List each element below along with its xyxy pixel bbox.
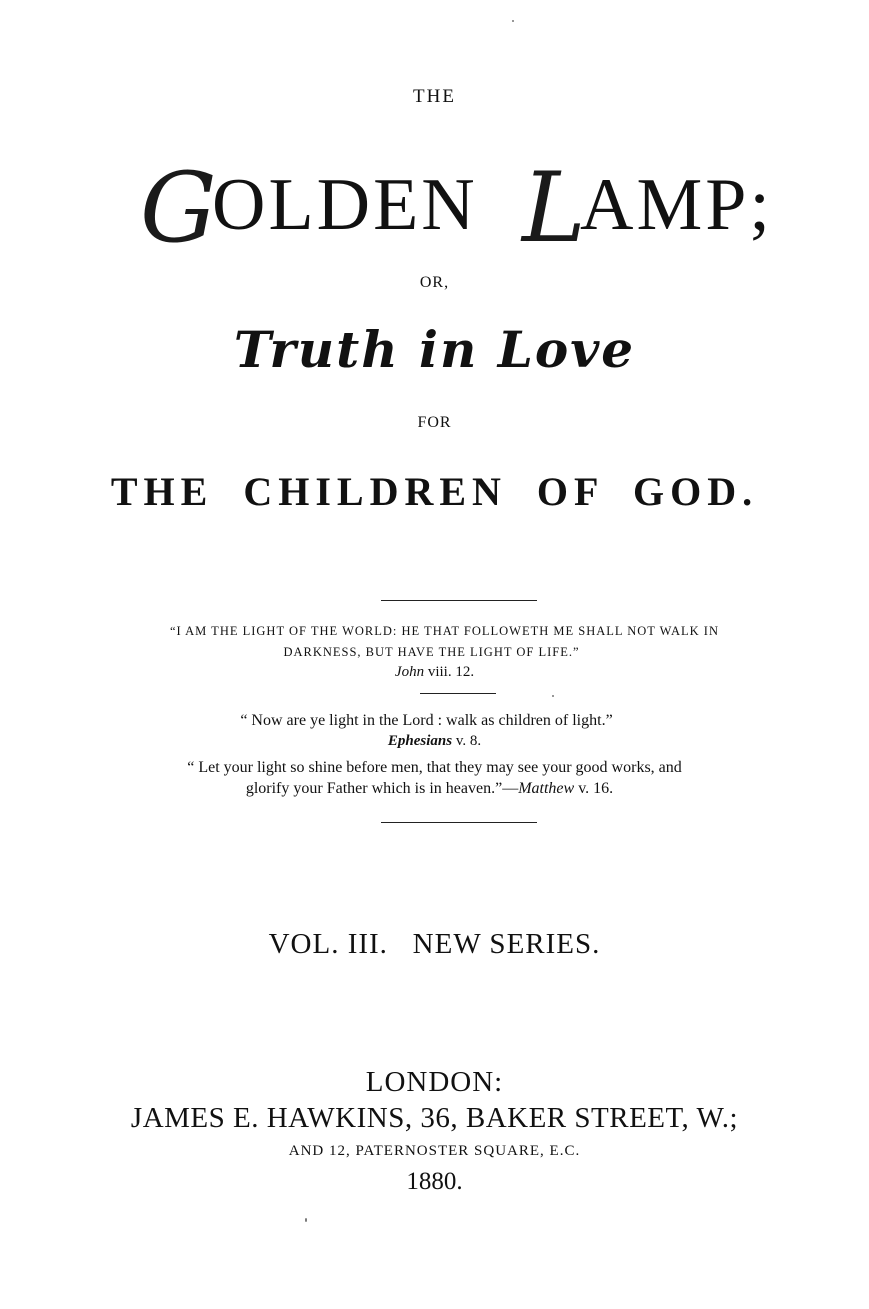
- john-ref-verse: viii. 12.: [427, 664, 475, 680]
- paper-speck: [305, 1218, 307, 1222]
- divider-bottom: [381, 822, 537, 823]
- lamp-ornate-initial: L: [522, 152, 586, 264]
- golden-word: OLDEN: [212, 164, 478, 246]
- eph-ref-verse: v. 8.: [455, 733, 482, 749]
- lamp-word: AMP;: [580, 164, 773, 246]
- paper-speck: [552, 695, 554, 697]
- paper-speck: [512, 20, 514, 22]
- john-ref-book: John: [394, 664, 425, 680]
- matthew-quote-line2: [0, 780, 864, 798]
- divider-top: [381, 600, 537, 601]
- for-connector: FOR: [417, 414, 452, 431]
- subtitle-blackletter: Truth in Love: [233, 320, 636, 379]
- john-reference: [0, 664, 869, 681]
- imprint-publisher: JAMES E. HAWKINS, 36, BAKER STREET, W.;: [130, 1102, 739, 1134]
- matt-ref-verse: v. 16.: [578, 780, 614, 797]
- eph-ref-book: Ephesians: [387, 733, 453, 749]
- main-title: [0, 152, 869, 264]
- matthew-quote-line1: “ Let your light so shine before men, that they may see your good works, and: [187, 759, 682, 776]
- volume-line: VOL. III. NEW SERIES.: [268, 928, 601, 960]
- divider-short: [420, 693, 496, 694]
- imprint-year: 1880.: [406, 1168, 463, 1195]
- imprint-address: AND 12, PATERNOSTER SQUARE, E.C.: [288, 1143, 581, 1159]
- john-quote-line2: DARKNESS, BUT HAVE THE LIGHT OF LIFE.”: [283, 645, 580, 659]
- john-quote-line1: “I AM THE LIGHT OF THE WORLD: HE THAT FOLLOWETH ME SHALL NOT WALK IN: [170, 624, 719, 638]
- golden-ornate-initial: G: [140, 152, 217, 264]
- or-connector: OR,: [419, 274, 450, 291]
- ephesians-quote: “ Now are ye light in the Lord : walk as children of light.”: [240, 712, 613, 729]
- children-of-god-heading: THE CHILDREN OF GOD.: [110, 469, 759, 514]
- the-heading: THE: [413, 86, 456, 107]
- matt-ref-book: Matthew: [518, 780, 575, 797]
- imprint-city: LONDON:: [365, 1066, 504, 1098]
- ephesians-reference: [0, 733, 869, 750]
- matthew-quote-text: glorify your Father which is in heaven.”—: [245, 780, 519, 797]
